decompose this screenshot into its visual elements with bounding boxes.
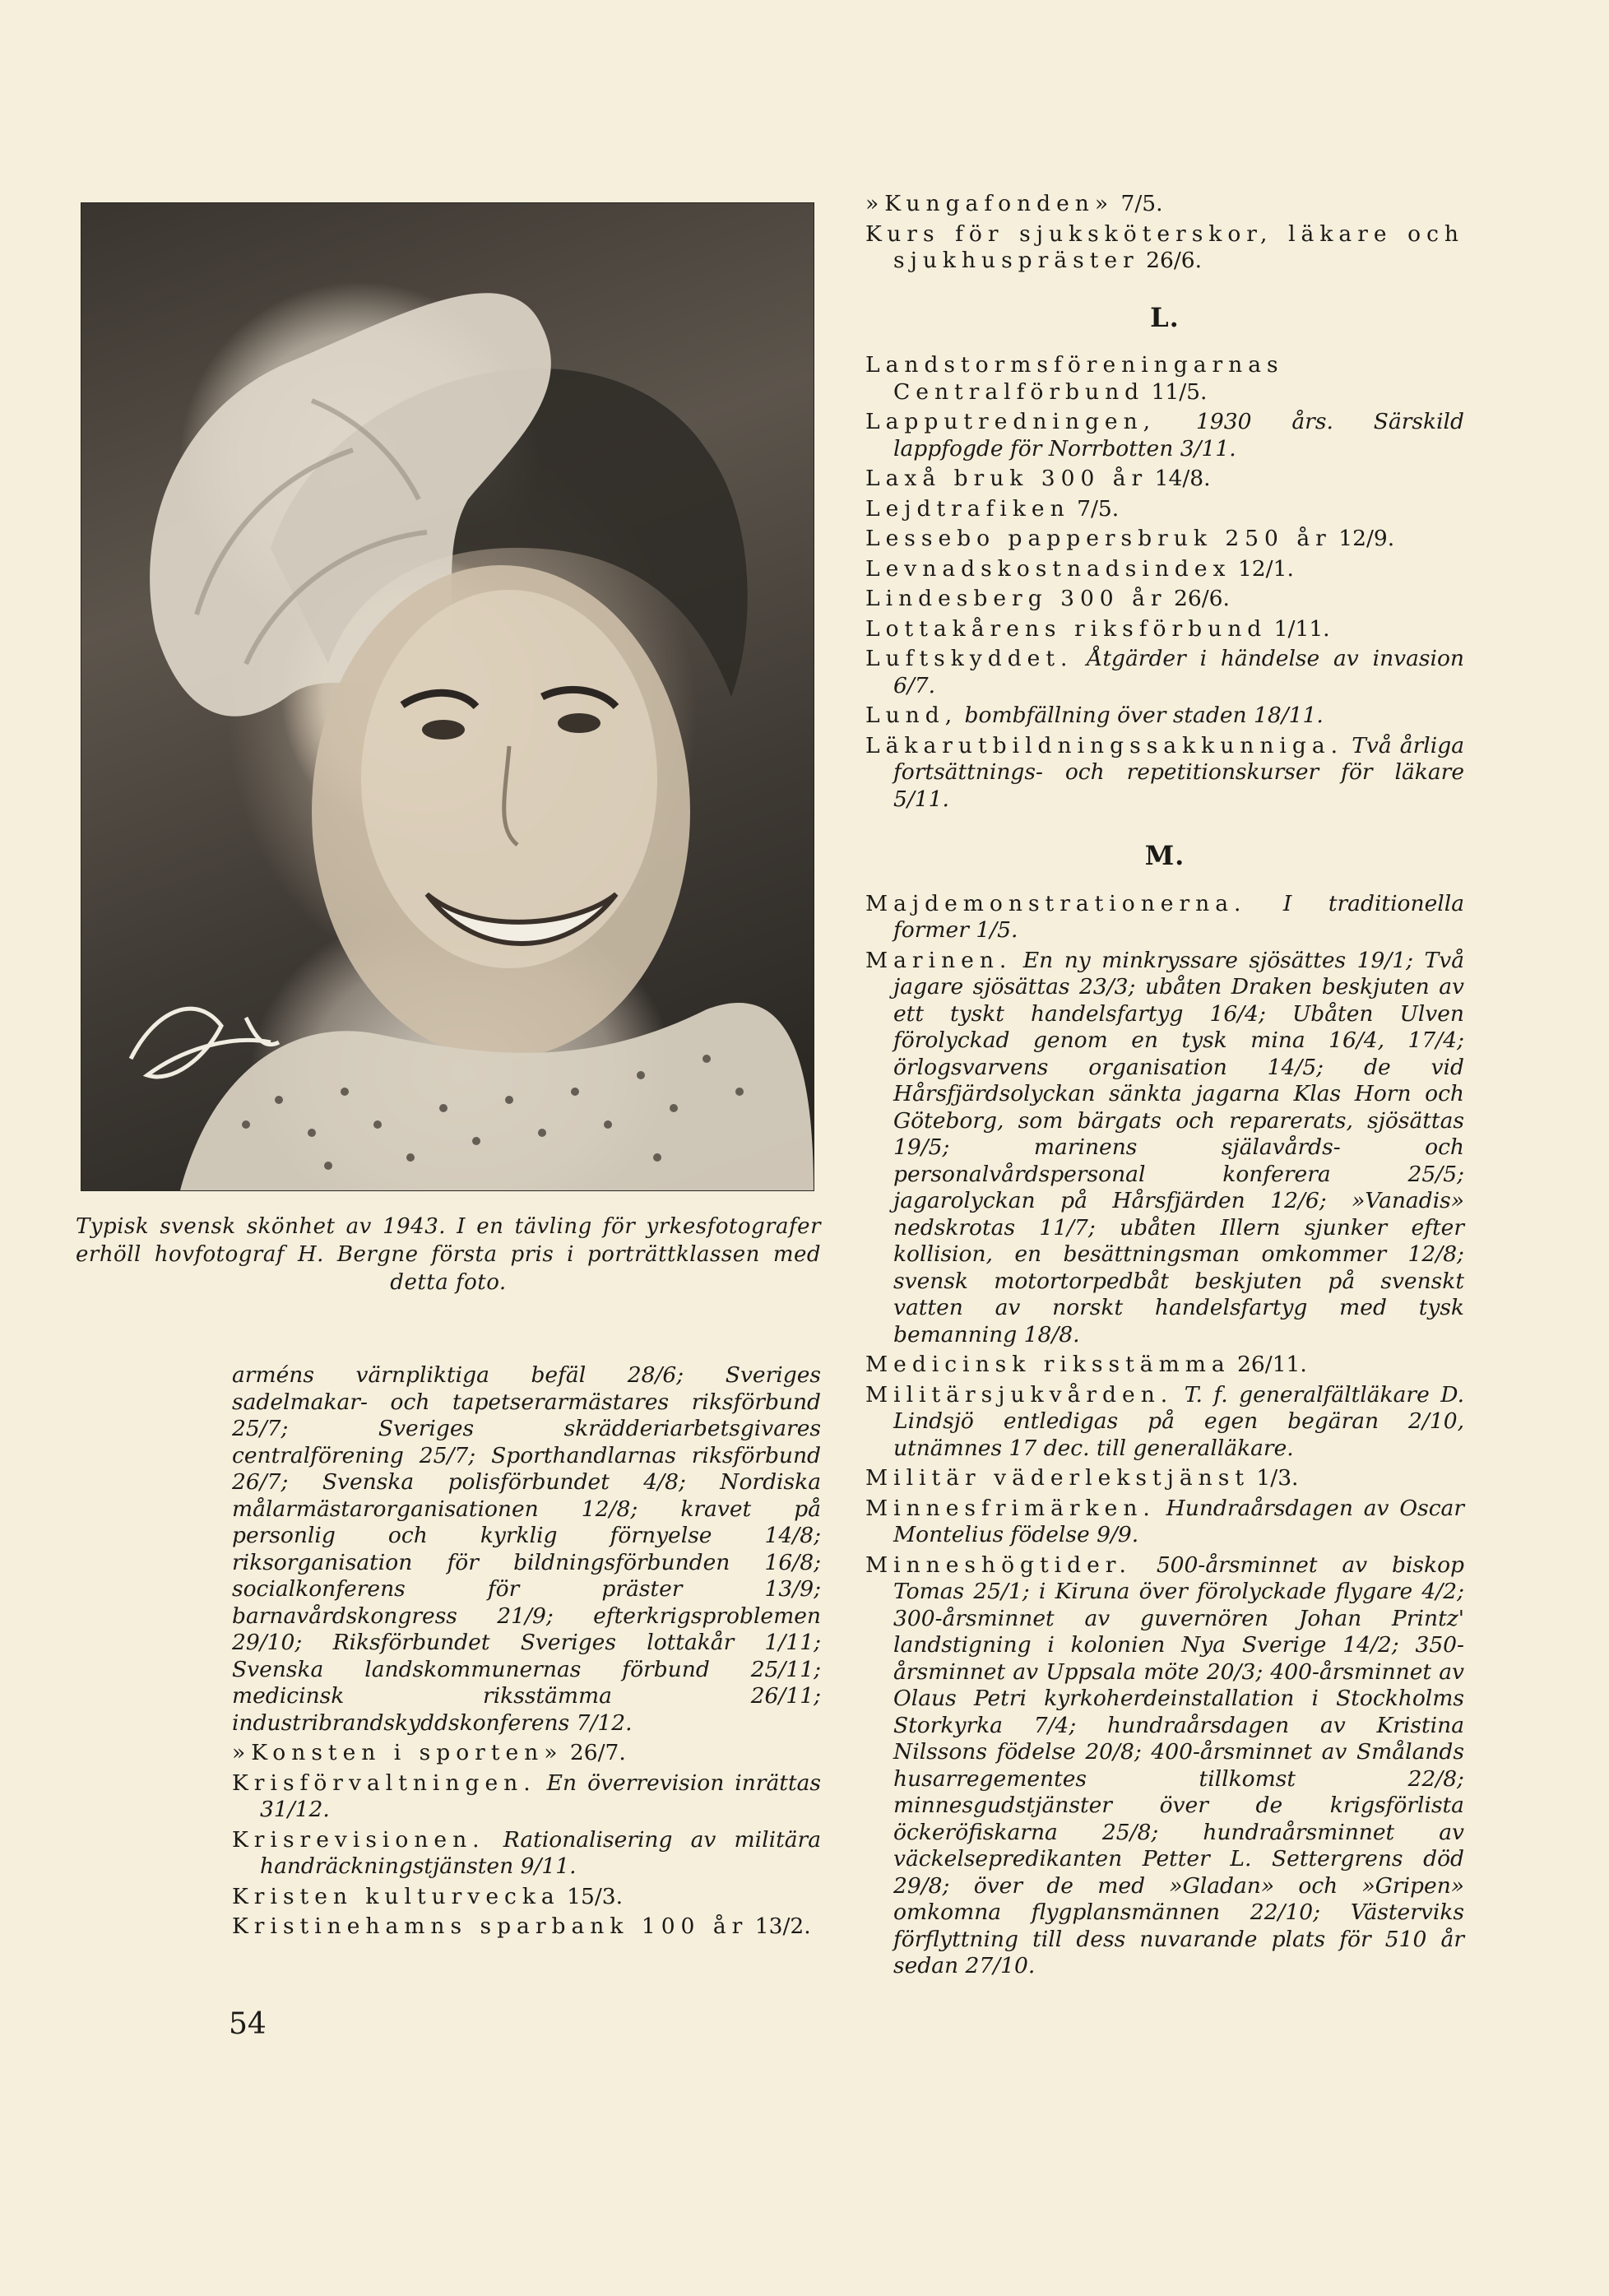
list-item: Lindesberg 300 år 26/6. (865, 586, 1230, 611)
list-item: Marinen. En ny minkryssare sjösättes 19/1; Två jagare sjösättas 23/3; ubåten Draken beskjuten av ett tyskt handelsfartyg 16/4; Ubåten Ulven förolyckad genom en tysk mina 16/4, 17/4; örlogsvarvens organisation 14/5; de vid Hårsfjärdsolyckan sänkta jagarna Klas Horn och Göteborg, som bärgats och reparerats, sjösättas 19/5; marinens själavårds- och personalvårdspersonal konferera 25/5; jagarolyckan på Hårsfjärden 12/6; »Vanadis» nedskrotas 11/7; ubåten Illern sjunker efter kollision, en besättningsman omkommer 12/8; svensk motortorpedbåt beskjuten på svenskt vatten av norskt handelsfartyg med tysk bemanning 18/8. (865, 947, 1464, 1347)
list-item: Levnadskostnadsindex 12/1. (865, 555, 1294, 582)
list-item: Lund, bombfällning över staden 18/11. (865, 703, 1324, 728)
list-item: Minneshögtider. 500-årsminnet av biskop Tomas 25/1; i Kiruna över förolyckade flygare 4/2; 300-årsminnet av guvernören Johan Printz' landstigning i kolonien Nya Sverige 14/2; 350-årsminnet av Uppsala möte 20/3; 400-årsminnet av Olaus Petri kyrkoherdeinstallation i Stockholms Storkyrka 7/4; hundraårsdagen av Kristina Nilssons födelse 20/8; 400-årsminnet av Smålands husarregementes tillkomst 22/8; minnesgudstjänster över de krigsförlista öckeröfiskarna 25/8; hundraårsminnet av väckelsepredikanten Petter L. Settergrens död 29/8; över de med »Gladan» och »Gripen» omkomna flygplansmännen 22/10; Västerviks förflyttning till dess nuvarande plats för 510 år sedan 27/10. (865, 1552, 1464, 1978)
section-heading-m: M. (1144, 840, 1185, 871)
list-item: Medicinsk riksstämma 26/11. (865, 1352, 1307, 1377)
list-item: Lapputredningen, 1930 års. Särskild lappfogde för Norrbotten 3/11. (865, 409, 1464, 462)
portrait-illustration (81, 203, 814, 1190)
list-item: Krisrevisionen. Rationalisering av militära handräckningstjänsten 9/11. (232, 1826, 821, 1879)
photo-caption: Typisk svensk skönhet av 1943. I en tävling för yrkesfotografer erhöll hovfotograf H. Bergne första pris i porträttklassen med detta foto. (76, 1214, 821, 1295)
list-item: Lottakårens riksförbund 1/11. (865, 615, 1330, 642)
list-item: Luftskyddet. Åtgärder i händelse av invasion 6/7. (865, 646, 1464, 698)
list-item: Kurs för sjuksköterskor, läkare och sjukhuspräster 26/6. (865, 220, 1464, 273)
page-number: 54 (229, 2007, 267, 2041)
list-item: »Konsten i sporten» 26/7. (232, 1740, 626, 1765)
list-item: Kristen kulturvecka 15/3. (232, 1883, 624, 1909)
list-item: Majdemonstrationerna. I traditionella former 1/5. (865, 890, 1464, 943)
list-item: »Kungafonden» 7/5. (865, 191, 1163, 216)
right-column (865, 191, 1464, 1983)
list-item: Läkarutbildningssakkunniga. Två årliga fortsättnings- och repetitionskurser för läkare 5/11. (865, 732, 1464, 812)
list-item: Laxå bruk 300 år 14/8. (865, 466, 1211, 491)
list-item: Landstormsföreningarnas Centralförbund 11/5. (865, 352, 1284, 405)
continued-entry: arméns värnpliktiga befäl 28/6; Sveriges sadelmakar- och tapetserarmästares riksförbund 25/7; Sveriges skrädderiarbetsgivares centralförening 25/7; Sporthandlarnas riksförbund 26/7; Svenska polisförbundet 4/8; Nordiska målarmästarorganisationen 12/8; kravet på personlig och kyrklig förnyelse 14/8; riksorganisation för bildningsförbunden 16/8; socialkonferens för präster 13/9; barnavårdskongress 21/9; efterkrigsproblemen 29/10; Riksförbundet Sveriges lottakår 1/11; Svenska landskommunernas förbund 25/11; medicinsk riksstämma 26/11; industribrandskyddskonferens 7/12. (232, 1362, 821, 1736)
list-item: Militärsjukvården. T. f. generalfältläkare D. Lindsjö entledigas på egen begäran 2/10, utnämnes 17 dec. till generalläkare. (865, 1381, 1464, 1461)
portrait-photo (81, 202, 814, 1191)
list-item: Lessebo pappersbruk 250 år 12/9. (865, 526, 1395, 551)
list-item: Kristinehamns sparbank 100 år 13/2. (232, 1913, 811, 1939)
left-column (232, 1362, 821, 1944)
list-item: Militär väderlekstjänst 1/3. (865, 1465, 1299, 1491)
list-item: Lejdtrafiken 7/5. (865, 495, 1120, 522)
section-heading-l: L. (1150, 301, 1180, 333)
list-item: Krisförvaltningen. En överrevision inrättas 31/12. (232, 1770, 821, 1822)
list-item: Minnesfrimärken. Hundraårsdagen av Oscar Montelius födelse 9/9. (865, 1495, 1464, 1547)
